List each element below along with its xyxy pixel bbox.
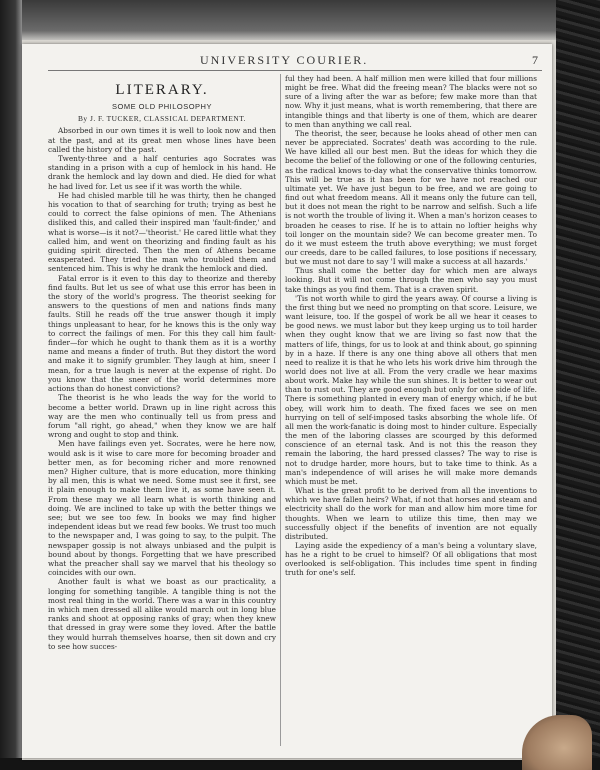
- paragraph: What is the great profit to be derived from all the inventions to which we have fallen heirs? What, if not that horses and steam and electricity shall do the work for man and allow him more time for thoughts. When we learn to utilize this time, then may we successfully object if the benefits of invention are not equally distributed.: [285, 486, 537, 541]
- paragraph: ful they had been. A half million men were killed that four millions might be free. What did the freeing mean? The blacks were not so sure of a living after the war as before; few make more than that now. Why it just means, what is worth remembering, that there are intangible things and that liberty is one of them, which are dearer to men than anything we call real.: [285, 74, 537, 129]
- paragraph: He had chisled marble till he was thirty, then he changed his vocation to that of searching for truth; trying as best he could to correct the false opinions of men. The Athenians disliked this, and called their inspired man 'fault-finder,' and what is worse—is it not?—'theorist.' He cared little what they called him, and went on theorizing and finding fault as his guiding spirit directed. Then the men of Athens became exasperated. They tried the man who troubled them and sentenced him. This is why he drank the hemlock and died.: [48, 190, 276, 274]
- paragraph: Men have failings even yet. Socrates, were he here now, would ask is it wise to care more for becoming broader and better men, as for becoming richer and more renowned men? Higher culture, that is more education, more thinking by all men, this is what we need. Some must see it first, see it plain enough to make them live it, as some have seen it. From these may we all learn what is worth thinking and doing. We are inclined to take up with the better things we see; but we see too few. In books we may find higher independent ideas but we read few books. We trust too much to the newspaper and, I was going to say, to the pulpit. The newspaper gossip is not always unbiased and the pulpit is bound about by thongs. Forgetting that we have prescribed what the preacher shall say we marvel that his theology so coincides with our own.: [48, 439, 276, 578]
- paragraph: The theorist, the seer, because he looks ahead of other men can never be appreciated. Socrates' death was according to the rule. We have killed all our best men. But the ideas for which they die become the belief of the following or one of the following centuries, as the radical knows to-day what the conservative thinks tomorrow. This will be true as it has been for we have not reached our ultimate yet. We have just begun to be free, and we are going to find out what freedom means. All it means only the future can tell, but it does not mean the right to be narrow and selfish. Such a life is not worth the trouble of living it. When a man's horizon ceases to broaden he ceases to rise. If he is to attain no loftier heighs why toil longer on the mountain side? We can become greater men. To do it we must esteem the truth above everything; we must forget our creeds, dare to be called failures, to lose positions if necessary, but we must not dare to say 'I will make a success at all hazards.': [285, 128, 537, 267]
- right-column: [285, 74, 537, 750]
- scan-left-border: [0, 0, 22, 770]
- left-column: [48, 74, 276, 750]
- paragraph: Thus shall come the better day for which men are always looking. But it will not come through the men who say you must take things as you find them. That is a craven spirit.: [285, 266, 537, 294]
- paragraph: 'Tis not worth while to gird the years away. Of course a living is the first thing but we need no prompting on that score. Leisure, we want leisure, too. If the gospel of work be all we hear it ceases to be good news. we must labor but they keep urging us to toil harder when they ought know that we are living so fast now that the matters of life, things, for us to look at and think about, go spinning by in a haze. If there is any one thing above all others that men need to realize it is that he who lets his work drive him through the world does not live at all. From the very cradle we hear maxims about work. Make hay while the sun shines. It is better to wear out than to rust out. They are good enough but only for one side of life. There is something planted in every man of energy which, if he but obey, will work him to death. The fixed faces we see on men hurrying on tell of self-imposed tasks absorbing the whole life. Of all men the work-fanatic is doing most to hinder culture. Especially the men of the laboring classes are scourged by this deformed conscience of an eternal task. And is not this the reason they remain the laboring, the hard pressed classes? The way to rise is not to drudge harder, more hours, but to take time to think. As a man's independence of will arises he will make more demands which must be met.: [285, 293, 537, 486]
- paragraph: Laying aside the expediency of a man's being a voluntary slave, has he a right to be cruel to himself? Of all obligations that most overlooked is self-obligation. This includes time spent in finding truth for one's self.: [285, 540, 537, 578]
- scan-right-border: [556, 0, 600, 770]
- article-title: SOME OLD PHILOSOPHY: [112, 102, 212, 111]
- running-title: UNIVERSITY COURIER.: [200, 53, 369, 67]
- column-divider: [280, 74, 281, 746]
- paragraph: Fatal error is it even to this day to theorize and thereby find faults. But let us see of what use this error has been in the story of the world's progress. The theorist seeking for answers to the questions of men and nations finds many faults. Still he reads off the true answer though it imply things unpleasant to hear, for he knows this is the only way to correct the failings of men. For this they call him fault-finder—for which he ought to thank them as it is a worthy name and means a finder of truth. But they distort the word and make it to signify grumbler. They laugh at him, sneer I mean, for a true laugh is never at the expense of right. Do you know that the sneer of the world determines more actions than do honest convictions?: [48, 273, 276, 394]
- paragraph: Absorbed in our own times it is well to look now and then at the past, and at its great men whose lines have been called the history of the past.: [48, 126, 276, 154]
- paragraph: Twenty-three and a half centuries ago Socrates was standing in a prison with a cup of hemlock in his hand. He drank the hemlock and lay down and died. He died for what he had lived for. Let us see if it was worth the while.: [48, 154, 276, 191]
- article-byline: By J. F. TUCKER, CLASSICAL DEPARTMENT.: [77, 114, 247, 124]
- running-header: [190, 53, 540, 69]
- paragraph: The theorist is he who leads the way for the world to become a better world. Drawn up in line right across this way are the men who continually tell us from press and forum "all right, go ahead," when they know we are half wrong and ought to stop and think.: [48, 393, 276, 440]
- section-heading: LITERARY.: [115, 82, 209, 98]
- scan-top-edge: [22, 0, 556, 44]
- page-number: 7: [532, 53, 540, 67]
- paragraph: Another fault is what we boast as our practicality, a longing for something tangible. A tangible thing is not the most real thing in the world. There was a war in this country in which men dressed all alike would march out in long blue ranks and shoot at opposing ranks of gray; when they knew that dressed in gray were some they loved. After the battle they would hurrah themselves hoarse, then sit down and cry to see how succes-: [48, 577, 276, 651]
- header-rule: [48, 70, 542, 71]
